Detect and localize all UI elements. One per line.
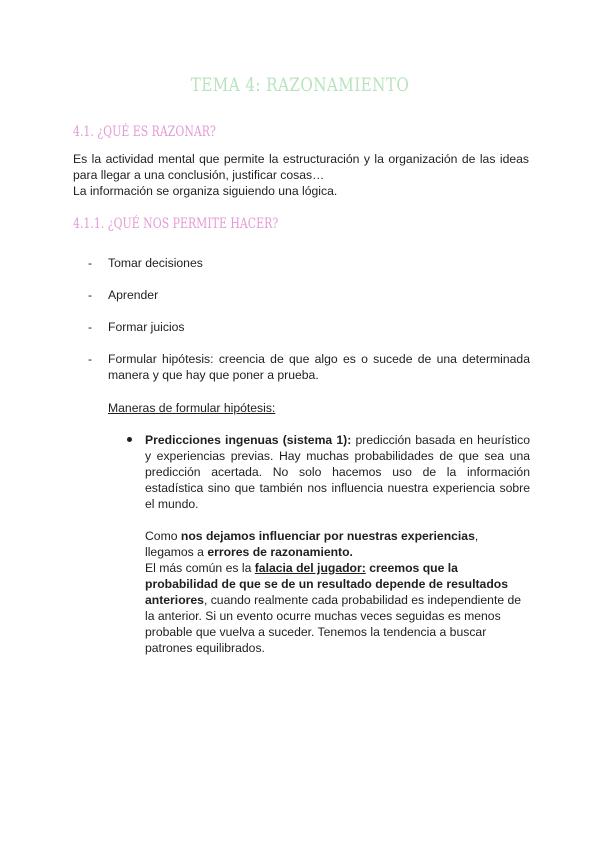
text-span: El más común es la — [145, 561, 255, 575]
bullet-paragraph-3 — [145, 560, 530, 656]
intro-line-2: La información se organiza siguiendo una lógica. — [73, 184, 338, 198]
bold-span: creemos que la probabilidad de que se de un resultado depende de resultados anteriores — [145, 561, 508, 607]
dash-marker: - — [88, 288, 93, 302]
list-item — [88, 255, 530, 271]
intro-line-1: Es la actividad mental que permite la estructuración y la organización de las ideas para llegar a una conclusión, justificar cosas… — [73, 152, 529, 182]
list-item-text: Formular hipótesis: creencia de que algo es o sucede de una determinada manera y que hay que poner a prueba. — [108, 352, 530, 382]
list-item — [88, 287, 530, 303]
list-item-text: Formar juicios — [108, 320, 185, 334]
text-span: , cuando realmente cada probabilidad es independiente de la anterior. Si un evento ocurre muchas veces seguidas es menos probable que vuelva a suceder. Tenemos la tendencia a buscar patrones equilibrados. — [145, 593, 522, 655]
dash-marker: - — [88, 352, 93, 366]
list-item-text: Tomar decisiones — [108, 256, 203, 270]
bullet-text — [145, 432, 530, 656]
list-item — [88, 351, 530, 383]
underlined-bold-span: falacia del jugador: — [254, 561, 366, 575]
intro-paragraph — [73, 151, 529, 199]
text-span: Como — [145, 529, 181, 543]
section-heading-que-nos-permite-hacer: 4.1.1. ¿QUÉ NOS PERMITE HACER? — [73, 216, 279, 232]
section-heading-que-es-razonar: 4.1. ¿QUÉ ES RAZONAR? — [73, 124, 216, 140]
bold-lead: Predicciones ingenuas (sistema 1): — [145, 433, 352, 447]
text-span: , llegamos a — [145, 529, 479, 559]
bold-span: errores de razonamiento. — [207, 545, 353, 559]
bullet-paragraph-2 — [145, 528, 530, 560]
dash-marker: - — [88, 320, 93, 334]
list-item-text: Aprender — [108, 288, 159, 302]
page-title: TEMA 4: RAZONAMIENTO — [190, 74, 410, 96]
bullet-item-predicciones — [127, 432, 530, 656]
subsection-title-maneras: Maneras de formular hipótesis: — [108, 401, 276, 415]
list-item — [88, 319, 530, 335]
bullet-paragraph-1 — [145, 432, 530, 512]
lead-rest: predicción basada en heurístico y experiencias previas. Hay muchas probabilidades de que sea una predicción acertada. No solo hacemos uso de la información estadística sino que también nos influencia nuestra experiencia sobre el mundo. — [145, 433, 530, 511]
ability-list — [88, 255, 530, 383]
bullet-dot-icon — [127, 437, 132, 442]
bold-span: nos dejamos influenciar por nuestras experiencias — [180, 529, 475, 543]
dash-marker: - — [88, 256, 93, 270]
